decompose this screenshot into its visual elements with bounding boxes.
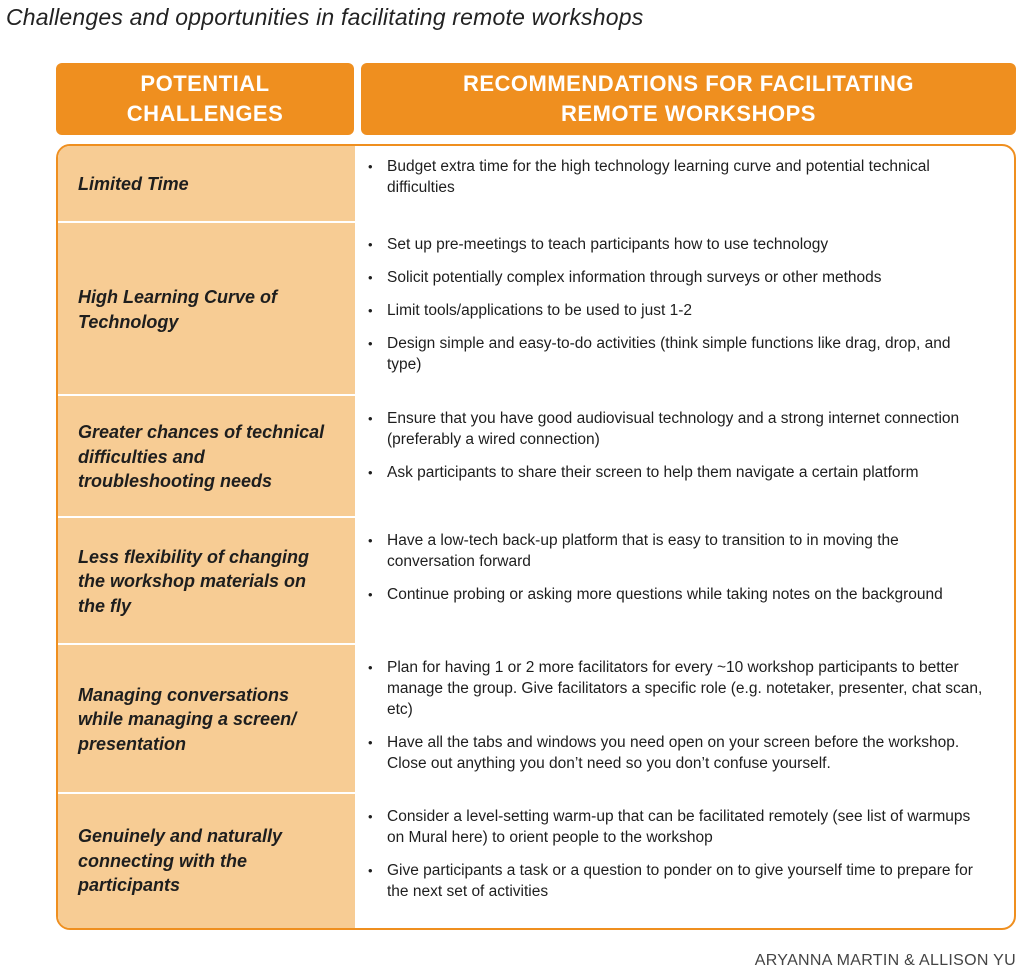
recommendations-list <box>367 234 986 375</box>
challenge-cell: Greater chances of technical difficulties and troubleshooting needs <box>78 422 325 492</box>
table-row <box>58 645 1014 794</box>
header-recommendations <box>361 63 1016 135</box>
bullet: • <box>368 336 373 351</box>
list-item: • Have all the tabs and windows you need open on your screen before the workshop. Close out anything you don’t need so you don’t confuse yourself. <box>368 734 960 772</box>
list-item: • Continue probing or asking more questions while taking notes on the background <box>368 586 943 603</box>
header-left-line: CHALLENGES <box>126 101 284 126</box>
recommendations-cell <box>355 645 1014 794</box>
header-left-line: POTENTIAL <box>140 71 270 96</box>
table-row <box>58 223 1014 396</box>
list-item: • Limit tools/applications to be used to just 1-2 <box>368 302 693 319</box>
list-item: • Have a low-tech back-up platform that is easy to transition to in moving the conversation forward <box>368 532 899 570</box>
bullet: • <box>368 159 373 174</box>
recommendations-cell <box>355 146 1014 223</box>
list-item: • Plan for having 1 or 2 more facilitators for every ~10 workshop participants to better manage the group. Give facilitators a specific role (e.g. notetaker, presenter, chat scan, etc) <box>368 659 983 718</box>
recommendations-list <box>367 530 986 605</box>
table-row <box>58 518 1014 645</box>
header-right-line: REMOTE WORKSHOPS <box>561 101 816 126</box>
challenges-table <box>56 144 1016 930</box>
challenge-cell: Less flexibility of changing the workshop materials on the fly <box>78 546 310 616</box>
bullet: • <box>368 587 373 602</box>
recommendations-list <box>367 156 986 198</box>
list-item: • Solicit potentially complex information through surveys or other methods <box>368 269 882 286</box>
author-credit: ARYANNA MARTIN & ALLISON YU <box>754 952 1016 969</box>
list-item: • Give participants a task or a question to ponder on to give yourself time to prepare for the next set of activities <box>368 862 973 900</box>
bullet: • <box>368 809 373 824</box>
header-potential-challenges <box>56 63 354 135</box>
bullet: • <box>368 863 373 878</box>
recommendations-list <box>367 408 986 483</box>
challenge-cell: High Learning Curve of Technology <box>78 287 278 332</box>
list-item: • Set up pre-meetings to teach participants how to use technology <box>368 236 829 253</box>
recommendations-list <box>367 806 986 902</box>
header-right-line: RECOMMENDATIONS FOR FACILITATING <box>462 71 915 96</box>
bullet: • <box>368 270 373 285</box>
recommendations-cell <box>355 794 1014 928</box>
list-item: • Ask participants to share their screen to help them navigate a certain platform <box>368 464 919 481</box>
bullet: • <box>368 411 373 426</box>
page-title: Challenges and opportunities in facilitating remote workshops <box>6 4 644 30</box>
challenge-cell: Limited Time <box>78 174 189 195</box>
recommendations-list <box>367 657 986 774</box>
table-row <box>58 146 1014 223</box>
list-item: • Consider a level-setting warm-up that can be facilitated remotely (see list of warmups on Mural here) to orient people to the workshop <box>368 808 971 846</box>
bullet: • <box>368 465 373 480</box>
challenge-cell: Managing conversations while managing a screen/ presentation <box>78 684 297 754</box>
bullet: • <box>368 237 373 252</box>
challenge-cell: Genuinely and naturally connecting with the participants <box>78 826 283 896</box>
list-item: • Design simple and easy-to-do activities (think simple functions like drag, drop, and type) <box>368 335 951 373</box>
recommendations-cell <box>355 518 1014 645</box>
bullet: • <box>368 533 373 548</box>
table-row <box>58 794 1014 928</box>
recommendations-cell <box>355 223 1014 396</box>
list-item: • Budget extra time for the high technology learning curve and potential technical difficulties <box>368 158 930 196</box>
bullet: • <box>368 735 373 750</box>
bullet: • <box>368 303 373 318</box>
recommendations-cell <box>355 396 1014 518</box>
list-item: • Ensure that you have good audiovisual technology and a strong internet connection (preferably a wired connection) <box>368 410 960 448</box>
bullet: • <box>368 660 373 675</box>
table-row <box>58 396 1014 518</box>
